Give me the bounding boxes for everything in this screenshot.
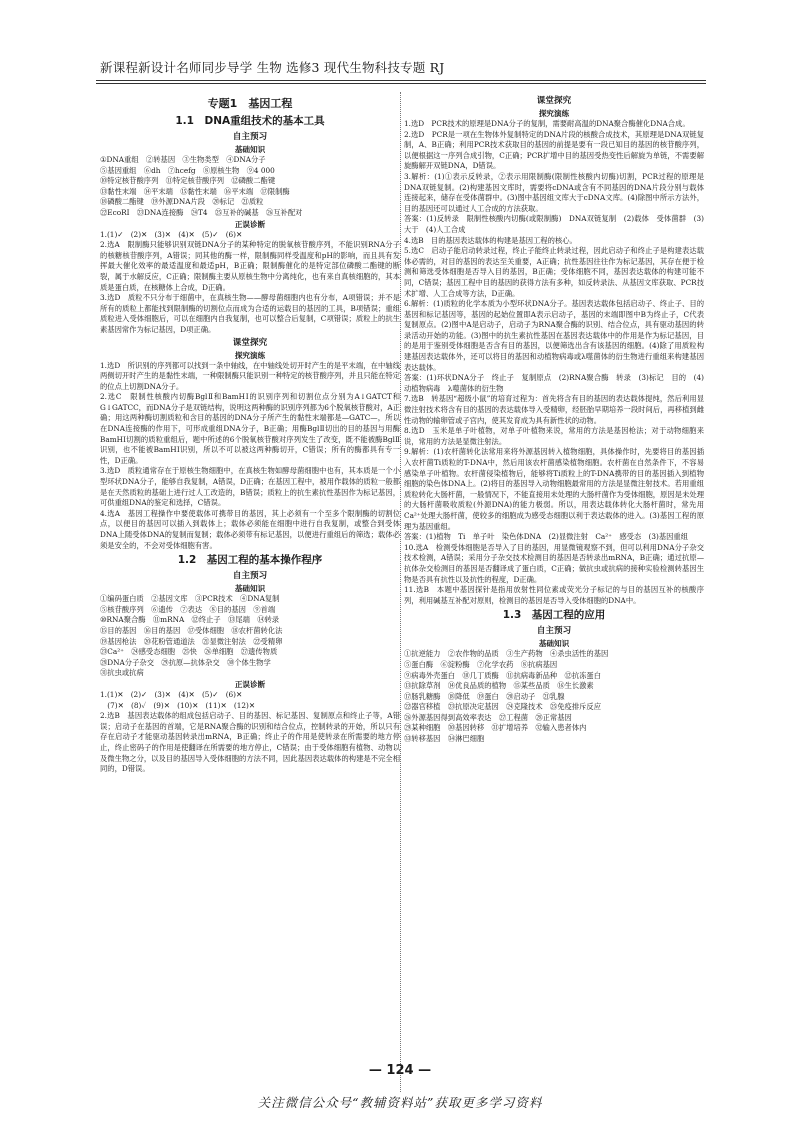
subsection-heading: 自主预习: [536, 626, 572, 637]
answer-key-block: [404, 649, 704, 744]
answer-key-block: [100, 155, 400, 219]
paragraph: 3.解析：(1)①表示反转录，②表示用限制酶(限制性核酸内切酶)切割，PCR过程的原理是DNA双链复制。(2)构建基因文库时，需要将cDNA或含有不同基因的DNA片段分别与载体连接起来，储存在受体菌群中。(3)图中基因组文库大于cDNA文库。(4)除图中所示方法外，目的基因还可以通过人工合成的方法获取。: [404, 171, 704, 213]
header-rule-bottom: [96, 83, 706, 84]
answer-key-line: ⑩特定核苷酸序列 ⑪特定核苷酸序列 ⑫磷酸二酯键: [100, 176, 276, 186]
answer-key-line: ㉙某种细胞 ㉚基因转移 ㉛扩增培养 ㉜输入患者体内: [404, 723, 587, 733]
chapter-title: 专题1 基因工程: [207, 97, 293, 110]
paragraph: 4.选A 基因工程操作中要使载体可携带目的基因，其上必须有一个至多个限制酶的切割位点，以便目的基因可以插入到载体上；载体必须能在细胞中进行自我复制，或整合到受体DNA上随受体DNA的复制而复制；载体必须带有标记基因，以便进行重组后的筛选；载体必须是安全的，不会对受体细胞有害。: [100, 508, 400, 550]
paragraph: 2.选A 限制酶只能够识别双链DNA分子的某种特定的脱氧核苷酸序列，不能识别RNA分子的核糖核苷酸序列，A错误；同其他的酶一样，限制酶同样受温度和pH的影响，而且具有发挥最大催化效率的最适温度和最适pH，B正确；限制酶催化的是特定部位磷酸二酯键的断裂，属于水解反应，C正确；限制酶主要从原核生物中分离纯化，也有来自真核细胞的，其本质是蛋白质，在核糖体上合成，D正确。: [100, 240, 400, 292]
minor-heading: 探究演练: [234, 350, 266, 360]
paragraph: 7.选B 转基因“超级小鼠”的培育过程为：首先将含有目的基因的表达载体提纯，然后利用显微注射技术将含有目的基因的表达载体导入受精卵，经胚胎早期培养一段时间后，再移植到雌性动物的输卵管或子宫内，使其发育成为具有新性状的动物。: [404, 394, 704, 425]
paragraph: (7)✕ (8)✓ (9)✕ (10)✕ (11)✕ (12)✕: [100, 700, 256, 710]
paragraph: 2.选B 基因表达载体的组成包括启动子、目的基因、标记基因、复制原点和终止子等，A错误；启动子在基因的首端，它是RNA聚合酶的识别和结合位点，控制转录的开始，所以只有存在启动子才能驱动基因转录出mRNA，B正确；终止子的作用是使转录在所需要的地方停止，终止密码子的作用是使翻译在所需要的地方停止，C错误；由于受体细胞有植物、动物以及微生物之分，以及目的基因导入受体细胞的方法不同，因此基因表达载体的构建是不完全相同的，D错误。: [100, 711, 400, 774]
answer-key-line: ①抗逆能力 ②农作物的品质 ③生产药物 ④杀虫活性的基因: [404, 649, 609, 659]
running-header: 新课程新设计名师同步导学 生物 选修3 现代生物科技专题 RJ: [100, 60, 445, 75]
header-rule-top: [96, 80, 706, 81]
paragraph: 答案：(1)环状DNA分子 终止子 复制原点 (2)RNA聚合酶 转录 (3)标记 目的 (4)动植物病毒 λ噬菌体的衍生物: [404, 373, 704, 393]
paragraph: 1.(1)✓ (2)✕ (3)✕ (4)✕ (5)✓ (6)✕: [100, 229, 243, 239]
answer-key-line: ㉓Ca²⁺ ㉔感受态细胞 ㉕快 ㉖单细胞 ㉗遗传物质: [100, 647, 278, 657]
minor-heading: 正误诊断: [234, 219, 266, 229]
answer-key-line: ⑤蛋白酶 ⑥淀粉酶 ⑦化学农药 ⑧抗病基因: [404, 659, 558, 669]
answer-key-line: ⑤核苷酸序列 ⑥遗传 ⑦表达 ⑧目的基因 ⑨首端: [100, 604, 276, 614]
answer-key-line: ⑮目的基因 ⑯目的基因 ⑰受体细胞 ⑱农杆菌转化法: [100, 625, 283, 635]
paragraph: 2.选D PCR是一项在生物体外复制特定的DNA片段的核酸合成技术，其原理是DNA双链复制，A、B正确；利用PCR技术获取目的基因的前提是要有一段已知目的基因的核苷酸序列，以便根据这一序列合成引物，C正确；PCR扩增中目的基因受热变性后解旋为单链，不需要解旋酶解开双链DNA，D错误。: [404, 129, 704, 171]
answer-key-line: ⑬黏性末端 ⑭平末端 ⑮黏性末端 ⑯平末端 ⑰限制酶: [100, 186, 290, 196]
answer-key-line: ①编码蛋白质 ②基因文库 ③PCR技术 ④DNA复制: [100, 594, 280, 604]
minor-heading: 基础知识: [538, 639, 570, 649]
paragraph: 答案：(1)反转录 限制性核酸内切酶(或限制酶) DNA双链复制 (2)载体 受体菌群 (3)大于 (4)人工合成: [404, 214, 704, 234]
minor-heading: 正误诊断: [234, 679, 266, 689]
answer-key-line: ⑨病毒外壳蛋白 ⑩几丁质酶 ⑪抗病毒新品种 ⑫抗冻蛋白: [404, 670, 602, 680]
paragraph: 3.选D 质粒不只分布于细菌中，在真核生物——酵母菌细胞内也有分布，A项错误；并不是所有的质粒上都能找到限制酶的切割位点而成为合适的运载目的基因的工具，B项错误；重组质粒进入受体细胞后，可以在细胞内自我复制，也可以整合后复制，C项错误；质粒上的抗生素基因常作为标记基因，D项正确。: [100, 293, 400, 334]
paragraph: 3.选D 质粒通常存在于原核生物细胞中，在真核生物如酵母菌细胞中也有，其本质是一个小型环状DNA分子，能够自我复制，A错误，D正确；在基因工程中，被用作载体的质粒一般都是在天然质粒的基础上进行过人工改造的，B错误；质粒上的抗生素抗性基因作为标记基因，可供重组DNA的鉴定和选择，C错误。: [100, 466, 400, 508]
paragraph: 1.(1)✕ (2)✓ (3)✕ (4)✕ (5)✓ (6)✕: [100, 689, 243, 699]
answer-key-line: ㉒器官移植 ㉓抗原决定基因 ㉔克隆技术 ㉕免疫排斥反应: [404, 702, 602, 712]
left-column: [100, 94, 400, 775]
subsection-heading: 课堂探究: [232, 337, 268, 348]
paragraph: 11.选B 本题中基因探针是指用放射性同位素或荧光分子标记的与目的基因互补的核酸序列，利用碱基互补配对原则，检测目的基因是否导入受体细胞的DNA中。: [404, 585, 704, 605]
minor-heading: 基础知识: [234, 584, 266, 594]
answer-key-line: ㉛抗虫或抗病: [100, 668, 144, 678]
section-title: 1.3 基因工程的应用: [502, 609, 606, 622]
section-title: 1.1 DNA重组技术的基本工具: [175, 115, 325, 127]
answer-key-line: ㉖外源基因得到高效率表达 ㉗工程菌 ㉘正常基因: [404, 712, 572, 722]
minor-heading: 基础知识: [234, 145, 266, 154]
column-divider: [400, 92, 401, 1092]
answer-key-line: ㉒EcoRⅠ ㉓DNA连接酶 ㉔T4 ㉕互补的碱基 ㉖互补配对: [100, 207, 303, 217]
answer-key-line: ①DNA重组 ②转基因 ③生物类型 ④DNA分子: [100, 155, 266, 164]
footer-note: 关注微信公众号“教辅资料站”获取更多学习资料: [257, 1095, 543, 1110]
paragraph: 6.解析：(1)质粒的化学本质为小型环状DNA分子。基因表达载体包括启动子、终止子、目的基因和标记基因等，基因的起始位置即A表示启动子，基因的末端即图中B为终止子，C代表复制原点。(2)图中A是启动子，启动子为RNA聚合酶的识别、结合位点，具有驱动基因的转录活动开始的功能。(3)图中的抗生素抗性基因在基因表达载体中的作用是作为标记基因，目的是用于鉴别受体细胞是否含有目的基因，以便筛选出含有该基因的细胞。(4)除了用质粒构建基因表达载体外，还可以将目的基因和动植物病毒或λ噬菌体的衍生物进行重组来构建基因表达载体。: [404, 299, 704, 372]
answer-key-block: [100, 594, 400, 679]
answer-key-line: ⑲基因枪法 ⑳花粉管通道法 ㉑显微注射法 ㉒受精卵: [100, 636, 283, 646]
subsection-heading: 课堂探究: [536, 96, 572, 106]
answer-key-line: ㉘DNA分子杂交 ㉙抗原—抗体杂交 ㉚个体生物学: [100, 657, 271, 667]
answer-key-line: ⑱磷酸二酯键 ⑲外源DNA片段 ⑳标记 ㉑质粒: [100, 197, 264, 207]
answer-key-line: ㉝转移基因 ㉞淋巴细胞: [404, 734, 485, 744]
paragraph: 1.选D PCR技术的原理是DNA分子的复制，需要耐高温的DNA聚合酶催化DNA合成。: [404, 119, 690, 128]
paragraph: 2.选C 限制性核酸内切酶BglⅡ和BamHⅠ的识别序列和切割位点分别为A↓GATCT和G↓GATCC，而DNA分子是双链结构，说明这两种酶的识别序列都为6个脱氧核苷酸对，A正确；用这两种酶切割质粒和含目的基因的DNA分子所产生的黏性末端都是—GATC—，所以在DNA连接酶的作用下，可形成重组DNA分子，B正确；用酶BglⅡ切出的目的基因与用酶BamHⅠ切割的质粒重组后，题中所述的6个脱氧核苷酸对序列发生了改变，既不能被酶BglⅡ识别，也不能被BamHⅠ识别，所以不可以被这两种酶切开，C错误；所有的酶都具有专一性，D正确。: [100, 392, 400, 465]
paragraph: 10.选A 检测受体细胞是否导入了目的基因，用显微镜观察不到，但可以利用DNA分子杂交技术检测，A错误；采用分子杂交技术检测目的基因是否转录出mRNA，B正确；通过抗原—抗体杂交检测目的基因是否翻译成了蛋白质，C正确；做抗虫或抗病的接种实验检测转基因生物是否具有抗性以及抗性的程度，D正确。: [404, 542, 704, 584]
answer-key-line: ⑤基因重组 ⑥dh ⑦hcefg ⑧原核生物 ⑨4 000: [100, 165, 275, 175]
paragraph: 答案：(1)植物 Ti 单子叶 染色体DNA (2)显微注射 Ca²⁺ 感受态 (3)基因重组: [404, 532, 689, 542]
paragraph: 9.解析：(1)农杆菌转化法常用来将外源基因转入植物细胞，具体操作时，先要将目的基因插入农杆菌Ti质粒的T-DNA中，然后用该农杆菌感染植物细胞。农杆菌在自然条件下，不容易感染单子叶植物。农杆菌侵染植物后，能够将Ti质粒上的T-DNA携带的目的基因插入到植物细胞的染色体DNA上。(2)将目的基因导入动物细胞最常用的方法是显微注射技术。若用重组质粒转化大肠杆菌，一般情况下，不能直接用未处理的大肠杆菌作为受体细胞，原因是未处理的大肠杆菌吸收质粒(外源DNA)的能力极弱。所以，用表达载体转化大肠杆菌时，常先用Ca²⁺处理大肠杆菌，使较多的细胞成为感受态细胞以利于表达载体的进入。(3)基因工程的原理为基因重组。: [404, 447, 704, 531]
paragraph: 4.选B 目的基因表达载体的构建是基因工程的核心。: [404, 235, 577, 245]
paragraph: 8.选D 玉米是单子叶植物，对单子叶植物来说，常用的方法是基因枪法；对于动物细胞来说，常用的方法是显微注射法。: [404, 426, 704, 446]
page-number: — 124 —: [368, 1063, 432, 1078]
answer-key-line: ⑩RNA聚合酶 ⑪mRNA ⑫终止子 ⑬尾端 ⑭转录: [100, 615, 280, 625]
right-column: [404, 94, 704, 745]
paragraph: 1.选D 所识别的序列都可以找到一条中轴线，在中轴线处切开时产生的是平末端，在中轴线两侧切开时产生的是黏性末端，一种限制酶只能识别一种特定的核苷酸序列，并且只能在特定的位点上切割DNA分子。: [100, 360, 400, 391]
section-title: 1.2 基因工程的基本操作程序: [177, 554, 323, 567]
subsection-heading: 自主预习: [232, 132, 268, 142]
answer-key-line: ⑰肠乳糖酶 ⑱降低 ⑲蛋白 ⑳启动子 ㉑乳腺: [404, 691, 565, 701]
minor-heading: 探究演练: [538, 109, 570, 118]
paragraph: 5.选C 启动子能启动转录过程，终止子能终止转录过程，因此启动子和终止子是构建表达载体必需的，对目的基因的表达至关重要，A正确；抗性基因往往作为标记基因，其存在便于检测和筛选受体细胞是否导入目的基因，B正确；受体细胞不同，基因表达载体的构建可能不同，C错误；基因工程中目的基因的获得方法有多种，如反转录法、从基因文库获取、PCR技术扩增、人工合成等方法，D正确。: [404, 246, 704, 298]
answer-key-line: ⑬抗除草剂 ⑭优良品质的植物 ⑮某些品质 ⑯生长激素: [404, 681, 594, 691]
subsection-heading: 自主预习: [232, 571, 268, 582]
